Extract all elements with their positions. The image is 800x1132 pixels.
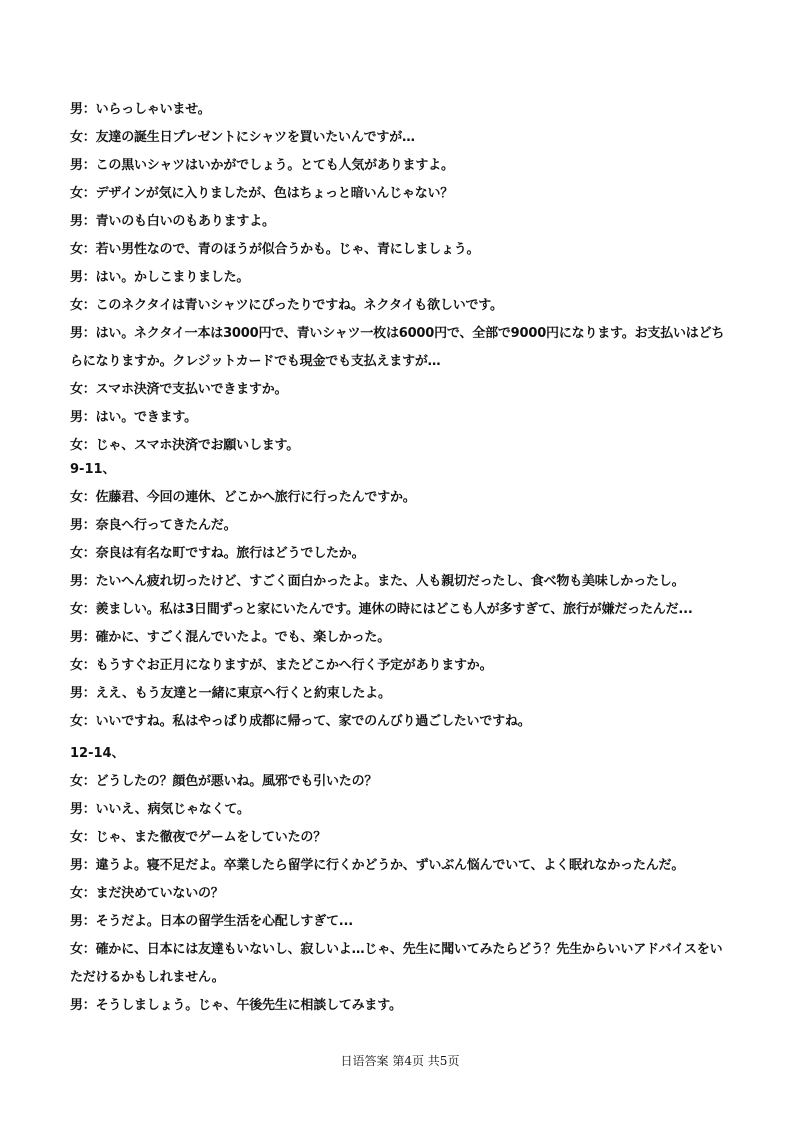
dialogue-line: 男：はい。かしこまりました。 [70,270,250,285]
dialogue-line: 男：そうだよ。日本の留学生活を心配しすぎて... [70,914,354,929]
section-heading: 12-14、 [70,746,125,761]
dialogue-line: 女：佐藤君、今回の連休、どこかへ旅行に行ったんですか。 [70,490,416,505]
dialogue-line: 男：はい。ネクタイ一本は3000円で、青いシャツ一枚は6000円で、全部で9000円になります。お支払いはどちらになりますか。クレジットカードでも現金でも支払えますが… [70,326,725,369]
dialogue-line: 男：青いのも白いのもありますよ。 [70,214,275,229]
dialogue-line: 男：奈良へ行ってきたんだ。 [70,518,237,533]
dialogue-line: 女：デザインが気に入りましたが、色はちょっと暗いんじゃない？ [70,186,454,201]
dialogue-line: 男：この黒いシャツはいかがでしょう。とても人気がありますよ。 [70,158,454,173]
dialogue-line: 男：ええ、もう友達と一緒に東京へ行くと約束したよ。 [70,686,391,701]
dialogue-line: 男：そうしましょう。じゃ、午後先生に相談してみます。 [70,998,402,1013]
dialogue-line: 女：スマホ決済で支払いできますか。 [70,382,288,397]
dialogue-line: 男：確かに、すごく混んでいたよ。でも、楽しかった。 [70,630,391,645]
dialogue-line: 男：違うよ。寝不足だよ。卒業したら留学に行くかどうか、ずいぶん悩んでいて、よく眠れなかったんだ。 [70,858,685,873]
dialogue-line: 男：はい。できます。 [70,410,197,425]
dialogue-line: 男：いいえ、病気じゃなくて。 [70,802,250,817]
dialogue-line: 女：じゃ、スマホ決済でお願いします。 [70,438,300,453]
dialogue-line: 女：どうしたの？顔色が悪いね。風邪でも引いたの？ [70,774,378,789]
dialogue-line: 男：いらっしゃいませ。 [70,102,211,117]
page-footer: 日语答案 第4页 共5页 [340,1054,460,1068]
dialogue-line: 女：友達の誕生日プレゼントにシャツを買いたいんですが… [70,130,415,145]
dialogue-line: 女：いいですね。私はやっぱり成都に帰って、家でのんびり過ごしたいですね。 [70,714,531,729]
dialogue-line: 女：奈良は有名な町ですね。旅行はどうでしたか。 [70,546,365,561]
dialogue-line: 女：もうすぐお正月になりますが、またどこかへ行く予定がありますか。 [70,658,493,673]
dialogue-line: 女：じゃ、また徹夜でゲームをしていたの？ [70,830,327,845]
section-heading: 9-11、 [70,462,116,477]
dialogue-line: 女：確かに、日本には友達もいないし、寂しいよ…じゃ、先生に聞いてみたらどう？先生からいいアドバイスをいただけるかもしれません。 [70,942,723,985]
dialogue-section-3 [70,740,735,1020]
dialogue-line: 女：このネクタイは青いシャツにぴったりですね。ネクタイも欲しいです。 [70,298,503,313]
dialogue-line: 女：羨ましい。私は3日間ずっと家にいたんです。連休の時にはどこも人が多すぎて、旅行が嫌だったんだ... [70,602,693,617]
dialogue-line: 女：若い男性なので、青のほうが似合うかも。じゃ、青にしましょう。 [70,242,480,257]
dialogue-section-1 [70,96,735,460]
dialogue-line: 女：まだ決めていないの？ [70,886,224,901]
dialogue-line: 男：たいへん疲れ切ったけど、すごく面白かったよ。また、人も親切だったし、食べ物も美味しかったし。 [70,574,685,589]
dialogue-section-2 [70,456,735,736]
